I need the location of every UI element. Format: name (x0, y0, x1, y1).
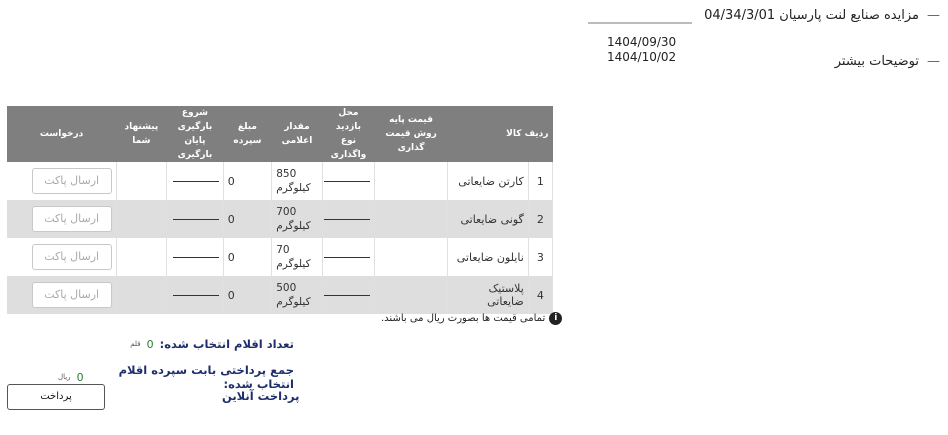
empty-line (173, 295, 219, 296)
row-number: 1 (528, 162, 552, 200)
request-cell (7, 162, 116, 200)
table-row (7, 276, 553, 314)
title-underline (588, 22, 692, 24)
header-row-item: ردیف کالا (447, 106, 552, 162)
total-deposit-label: جمع پرداختی بابت سپرده اقلام انتخاب شده: (118, 363, 294, 391)
send-envelope-button[interactable]: ارسال پاکت (32, 206, 112, 232)
header-base-price: قیمت پایه روش قیمت گذاری (375, 106, 448, 162)
dates-block (607, 35, 676, 65)
header-amount: مقدار اعلامی (272, 106, 323, 162)
send-envelope-button[interactable]: ارسال پاکت (32, 282, 112, 308)
total-deposit-unit: ریال (58, 373, 71, 381)
deposit-cell: 0 (223, 162, 271, 200)
row-number: 3 (528, 238, 552, 276)
currency-note-text: تمامی قیمت ها بصورت ریال می باشند. (381, 313, 546, 324)
total-deposit-value: 0 (76, 370, 84, 384)
items-table (7, 106, 553, 314)
row-number: 4 (528, 276, 552, 314)
offer-cell (116, 238, 167, 276)
bullet-dash-icon: — (927, 8, 940, 23)
header-loading: شروع بارگیری پایان بارگیری (167, 106, 224, 162)
loading-cell (167, 200, 224, 238)
offer-cell (116, 200, 167, 238)
base-price-cell (375, 162, 448, 200)
end-date: 1404/10/02 (607, 50, 677, 64)
item-name: گونی ضایعاتی (447, 200, 528, 238)
selected-count-row (58, 337, 294, 351)
table-row (7, 200, 553, 238)
offer-cell (116, 162, 167, 200)
deposit-cell: 0 (223, 238, 271, 276)
base-price-cell (375, 276, 448, 314)
more-details-link[interactable] (835, 54, 940, 69)
empty-line (173, 219, 219, 220)
header-visit-place: محل بازدید نوع واگذاری (322, 106, 375, 162)
row-number: 2 (528, 200, 552, 238)
table-header-row (7, 106, 553, 162)
request-cell (7, 200, 116, 238)
currency-note (381, 312, 562, 325)
online-payment-label: پرداخت آنلاین (222, 389, 300, 403)
deposit-cell: 0 (223, 276, 271, 314)
more-details-label[interactable]: توضیحات بیشتر (834, 54, 919, 69)
item-name: کارتن ضایعاتی (447, 162, 528, 200)
empty-line (324, 257, 370, 258)
loading-cell (167, 238, 224, 276)
selected-count-value: 0 (146, 337, 154, 351)
deposit-cell: 0 (223, 200, 271, 238)
base-price-cell (375, 238, 448, 276)
table-row (7, 162, 553, 200)
header-deposit: مبلغ سپرده (223, 106, 271, 162)
visit-place-cell (322, 162, 375, 200)
empty-line (324, 219, 370, 220)
visit-place-cell (322, 200, 375, 238)
request-cell (7, 238, 116, 276)
auction-title: مزایده صنایع لنت پارسیان 04/34/3/01 (704, 8, 919, 23)
info-icon: i (549, 312, 562, 325)
empty-line (173, 181, 219, 182)
item-name: پلاستیک ضایعاتی (447, 276, 528, 314)
loading-cell (167, 162, 224, 200)
offer-cell (116, 276, 167, 314)
visit-place-cell (322, 238, 375, 276)
amount-cell: 70 کیلوگرم (272, 238, 323, 276)
send-envelope-button[interactable]: ارسال پاکت (32, 244, 112, 270)
amount-cell: 850 کیلوگرم (272, 162, 323, 200)
table-row (7, 238, 553, 276)
empty-line (324, 181, 370, 182)
header-your-offer: پیشنهاد شما (116, 106, 167, 162)
item-name: نایلون ضایعاتی (447, 238, 528, 276)
request-cell (7, 276, 116, 314)
loading-cell (167, 276, 224, 314)
selected-count-unit: قلم (130, 340, 141, 348)
send-envelope-button[interactable]: ارسال پاکت (32, 168, 112, 194)
amount-cell: 700 کیلوگرم (272, 200, 323, 238)
amount-cell: 500 کیلوگرم (272, 276, 323, 314)
base-price-cell (375, 200, 448, 238)
pay-button[interactable]: پرداخت (7, 384, 105, 410)
empty-line (173, 257, 219, 258)
selected-count-label: تعداد اقلام انتخاب شده: (159, 337, 294, 351)
visit-place-cell (322, 276, 375, 314)
bullet-dash-icon: — (927, 54, 940, 69)
auction-title-row (704, 8, 940, 23)
empty-line (324, 295, 370, 296)
header-request: درخواست (7, 106, 116, 162)
start-date: 1404/09/30 (607, 35, 677, 49)
